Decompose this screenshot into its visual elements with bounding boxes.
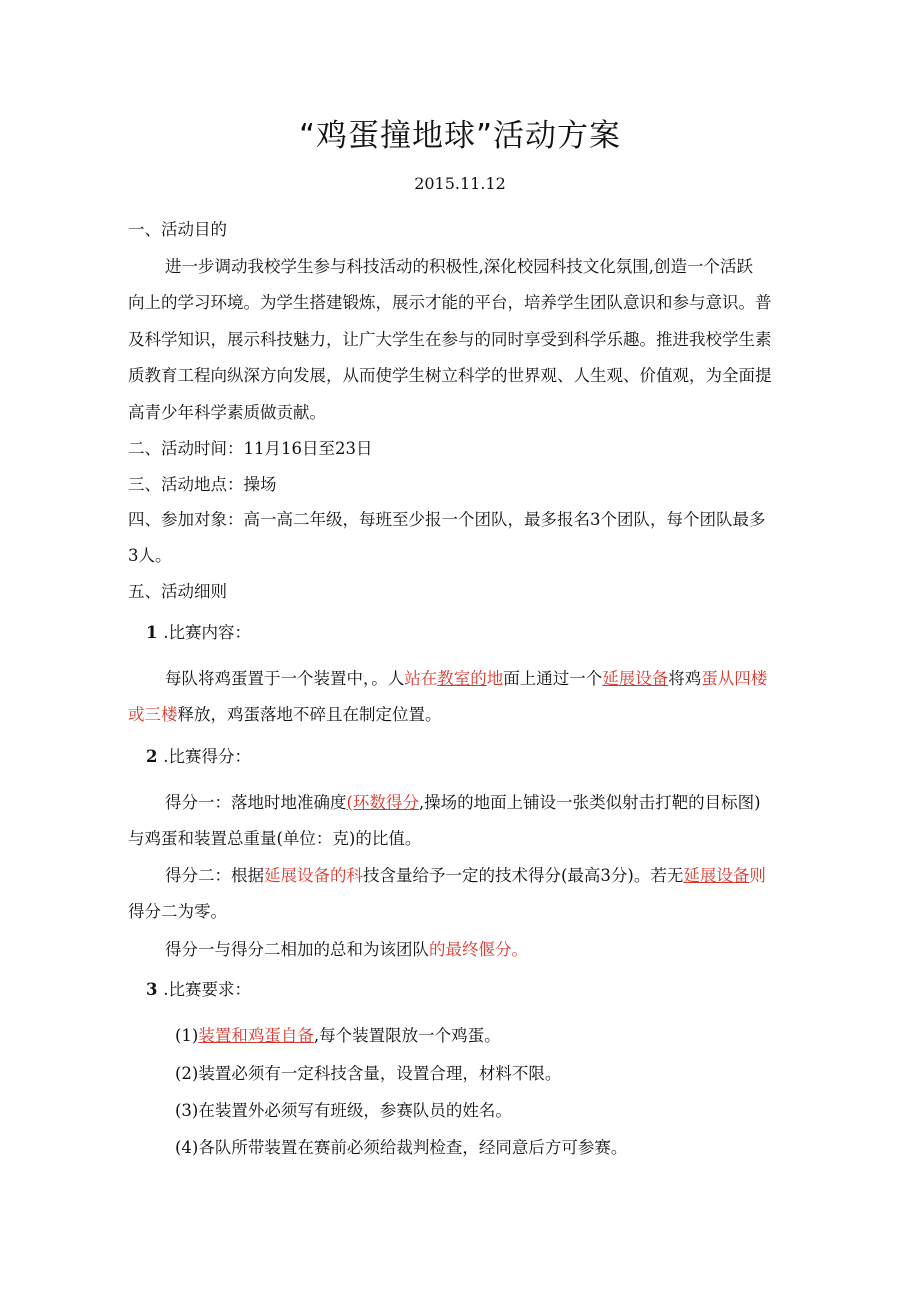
- requirement-item: [175, 1024, 841, 1048]
- text-run: ,操场的地面上铺设一张类似射击打靶的目标图): [418, 793, 761, 812]
- highlight-text: 蛋从四楼: [701, 669, 768, 688]
- document-date: 2015.11.12: [414, 174, 506, 193]
- paragraph-line: [165, 791, 794, 815]
- text-run: 得分一：落地时地准确度: [165, 793, 347, 812]
- text-run: 将鸡: [668, 669, 702, 688]
- paragraph-line: [165, 864, 794, 888]
- paragraph-line: 得分二为零。: [128, 902, 227, 921]
- section-participants: 四、参加对象：高一高二年级，每班至少报一个团队，最多报名3个团队，每个团队最多: [128, 510, 766, 529]
- highlight-text: 则: [749, 866, 766, 885]
- rule-number: 2: [146, 747, 158, 766]
- text-run: 得分二：根据: [165, 866, 264, 885]
- paragraph-line: 向上的学习环境。为学生搭建锻炼，展示才能的平台，培养学生团队意识和参与意识。普: [128, 293, 772, 312]
- paragraph-line: 及科学知识，展示科技魅力，让广大学生在参与的同时享受到科学乐趣。推进我校学生素: [128, 330, 772, 349]
- underlined-highlight: 延展设备: [683, 866, 750, 885]
- requirement-item: (2)装置必须有一定科技含量，设置合理，材料不限。: [175, 1064, 562, 1083]
- highlight-text: 地: [486, 669, 504, 688]
- underlined-highlight: (环数得分: [346, 793, 419, 812]
- underlined-highlight: 教室的: [437, 669, 487, 688]
- text-run: 技含量给予一定的技术得分(最高3分)。若无: [363, 866, 684, 885]
- underlined-highlight: 延展设备: [602, 669, 669, 688]
- highlight-text: 延展设备的科: [264, 866, 363, 885]
- paragraph-line: 质教育工程向纵深方向发展，从而使学生树立科学的世界观、人生观、价值观，为全面提: [128, 366, 772, 385]
- paragraph-line: [165, 667, 794, 691]
- requirement-item: (4)各队所带装置在赛前必须给裁判检查，经同意后方可参赛。: [175, 1138, 628, 1157]
- paragraph-line: [128, 703, 794, 727]
- text-run: (1): [175, 1026, 199, 1045]
- section-heading-rules: 五、活动细则: [128, 582, 227, 601]
- rule-label: .比赛内容：: [163, 623, 251, 642]
- text-run: ,每个装置限放一个鸡蛋。: [313, 1026, 501, 1045]
- text-run: 每队将鸡蛋置于一个装置中，。人: [165, 669, 405, 688]
- rule-number: 3: [146, 980, 158, 999]
- underlined-highlight: 装置和鸡蛋自备: [198, 1026, 314, 1045]
- highlight-text: 的最终偃分。: [429, 940, 528, 959]
- document-title: “鸡蛋撞地球”活动方案: [298, 118, 622, 154]
- requirement-item: (3)在装置外必须写有班级，参赛队员的姓名。: [175, 1101, 512, 1120]
- text-run: 面上通过一个: [503, 669, 603, 688]
- section-location: 三、活动地点：操场: [128, 475, 277, 494]
- rule-number: 1: [146, 623, 158, 642]
- rule-heading-requirements: [146, 978, 812, 1002]
- text-run: 得分一与得分二相加的总和为该团队: [165, 940, 429, 959]
- paragraph-line: [165, 938, 794, 962]
- highlight-text: 站在: [404, 669, 438, 688]
- rule-label: .比赛要求：: [163, 980, 251, 999]
- highlight-text: 或三楼: [128, 705, 178, 724]
- rule-heading-scoring: [146, 745, 812, 769]
- paragraph-line: 与鸡蛋和装置总重量(单位：克)的比值。: [128, 829, 422, 848]
- rule-heading-content: [146, 621, 812, 645]
- paragraph-line: 进一步调动我校学生参与科技活动的积极性,深化校园科技文化氛围,创造一个活跃: [165, 257, 753, 276]
- section-heading-purpose: 一、活动目的: [128, 220, 227, 239]
- section-participants-cont: 3人。: [128, 546, 172, 565]
- rule-label: .比赛得分：: [163, 747, 251, 766]
- text-run: 释放，鸡蛋落地不碎且在制定位置。: [177, 705, 442, 724]
- paragraph-line: 高青少年科学素质做贡献。: [128, 403, 326, 422]
- section-time: 二、活动时间：11月16日至23日: [128, 439, 373, 458]
